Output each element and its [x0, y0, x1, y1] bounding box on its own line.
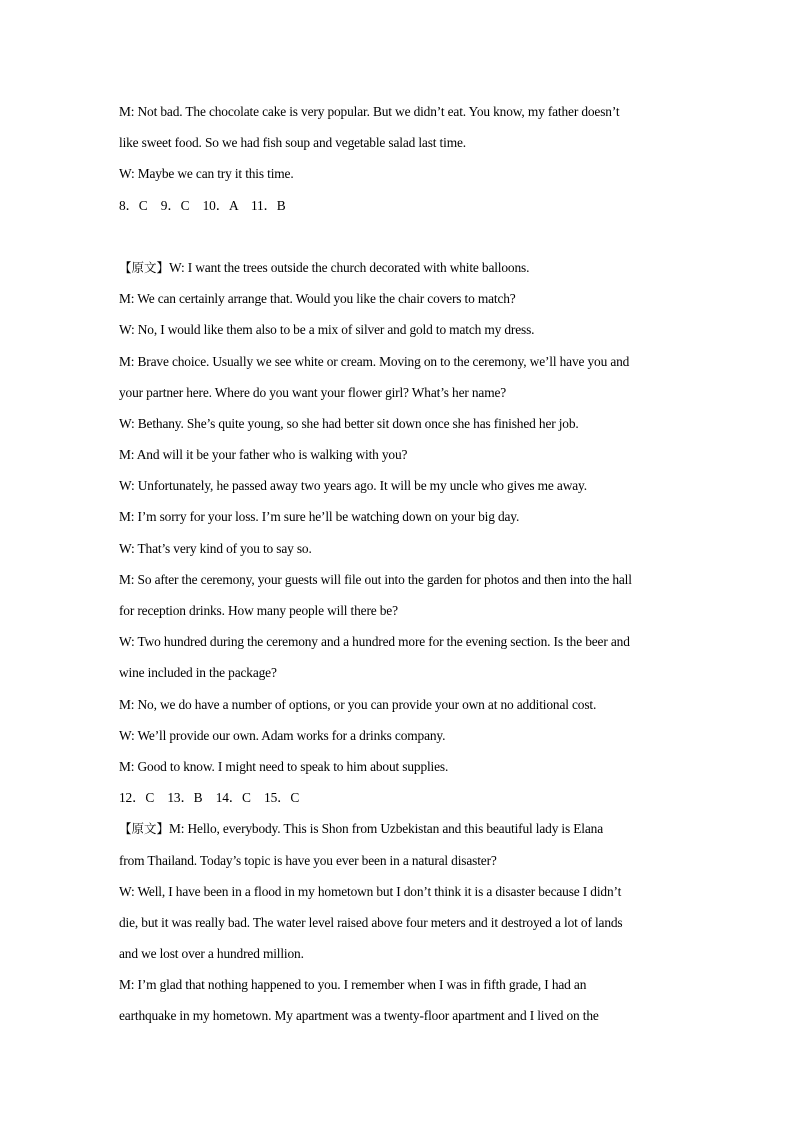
transcript-line: die, but it was really bad. The water level raised above four meters and it destroyed a lot of lands [119, 914, 623, 930]
transcript-line: M: Not bad. The chocolate cake is very popular. But we didn’t eat. You know, my father doesn’t [119, 104, 620, 119]
transcript-line: M: I’m glad that nothing happened to you. I remember when I was in fifth grade, I had an [119, 977, 587, 993]
original-text-marker: 【原文】 [119, 259, 170, 275]
transcript-line: from Thailand. Today’s topic is have you ever been in a natural disaster? [119, 852, 497, 868]
transcript-line [119, 256, 679, 287]
transcript-line: like sweet food. So we had fish soup and vegetable salad last time. [119, 135, 466, 151]
transcript-line: W: We’ll provide our own. Adam works for a drinks company. [119, 727, 446, 743]
transcript-line: earthquake in my hometown. My apartment was a twenty-floor apartment and I lived on the [119, 1008, 599, 1024]
transcript-line: M: No, we do have a number of options, or you can provide your own at no additional cost. [119, 696, 597, 712]
answer-key-line: 12．C 13．B 14．C 15．C [119, 790, 300, 806]
answer-key-line: 8．C 9．C 10．A 11．B [119, 197, 286, 213]
transcript-line: your partner here. Where do you want your flower girl? What’s her name? [119, 384, 507, 400]
blank-line [119, 225, 679, 256]
transcript-line: W: Unfortunately, he passed away two years ago. It will be my uncle who gives me away. [119, 478, 587, 494]
transcript-line: W: No, I would like them also to be a mix of silver and gold to match my dress. [119, 322, 535, 338]
transcript-line-text: W: I want the trees outside the church decorated with white balloons. [169, 259, 530, 275]
transcript-line [119, 817, 679, 848]
transcript-line: M: I’m sorry for your loss. I’m sure he’ll be watching down on your big day. [119, 509, 520, 525]
transcript-line: M: We can certainly arrange that. Would you like the chair covers to match? [119, 291, 516, 307]
transcript-line: W: That’s very kind of you to say so. [119, 540, 312, 556]
transcript-line: and we lost over a hundred million. [119, 946, 304, 962]
original-text-marker: 【原文】 [119, 821, 170, 837]
transcript-line: W: Maybe we can try it this time. [119, 166, 294, 182]
transcript-line: M: Good to know. I might need to speak to him about supplies. [119, 758, 449, 774]
transcript-body [119, 100, 679, 1036]
transcript-line-text: M: Hello, everybody. This is Shon from Uzbekistan and this beautiful lady is Elana [169, 821, 603, 837]
transcript-line: M: And will it be your father who is walking with you? [119, 447, 408, 463]
transcript-line: W: Two hundred during the ceremony and a hundred more for the evening section. Is the beer and [119, 634, 630, 650]
transcript-line: wine included in the package? [119, 665, 277, 681]
transcript-line: W: Bethany. She’s quite young, so she had better sit down once she has finished her job. [119, 415, 579, 431]
transcript-line: for reception drinks. How many people will there be? [119, 603, 398, 618]
transcript-line: M: Brave choice. Usually we see white or cream. Moving on to the ceremony, we’ll have you and [119, 353, 630, 369]
transcript-line: W: Well, I have been in a flood in my hometown but I don’t think it is a disaster because I didn’t [119, 883, 622, 899]
transcript-line: M: So after the ceremony, your guests will file out into the garden for photos and then into the hall [119, 571, 632, 587]
